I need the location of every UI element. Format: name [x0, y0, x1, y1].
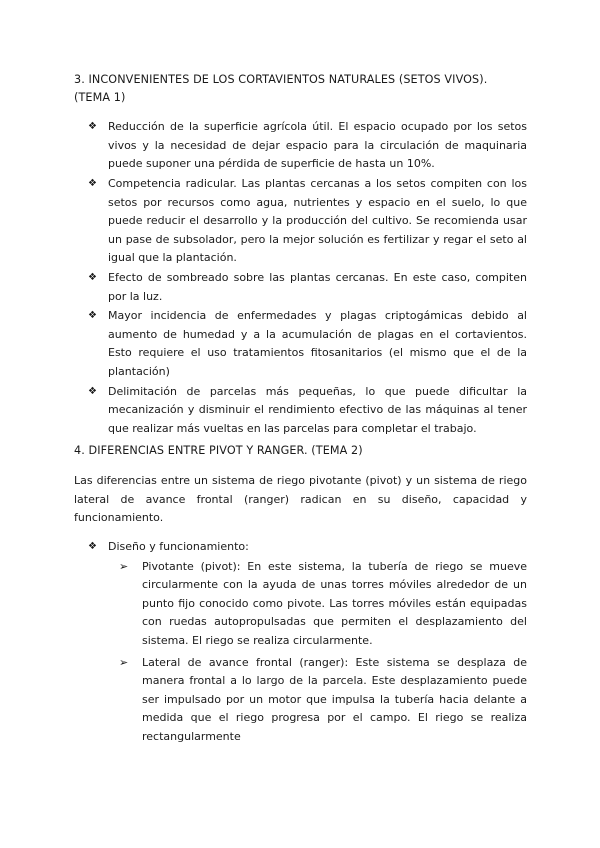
- list-item: [88, 538, 527, 747]
- list-item: [88, 307, 527, 381]
- list-item: [88, 383, 527, 439]
- section-3-heading: 3. INCONVENIENTES DE LOS CORTAVIENTOS NATURALES (SETOS VIVOS). (TEMA 1): [74, 73, 488, 104]
- list-item: [88, 269, 527, 306]
- arrowhead-bullet-icon: ➢: [119, 655, 129, 669]
- diamond-cross-bullet-icon: ❖: [88, 121, 97, 133]
- diamond-cross-bullet-icon: ❖: [88, 310, 97, 322]
- sub-list-item-text: Pivotante (pivot): En este sistema, la tubería de riego se mueve circularmente con la ayuda de unas torres móviles alrededor de un punto fijo conocido como pivote. Las torres móviles están equipadas con ruedas autopropulsadas que permiten el desplazamiento del sistema. El riego se realiza circularmente.: [142, 559, 527, 647]
- list-item-text: Reducción de la superficie agrícola útil. El espacio ocupado por los setos vivos y la necesidad de dejar espacio para la circulación de maquinaria puede suponer una pérdida de superficie de hasta un 10%.: [108, 120, 527, 171]
- diamond-cross-bullet-icon: ❖: [88, 177, 97, 189]
- sub-list-item: [119, 558, 527, 651]
- diamond-cross-bullet-icon: ❖: [88, 385, 97, 397]
- list-item: [88, 118, 527, 174]
- sub-bullet-list: [108, 558, 527, 747]
- diamond-cross-bullet-icon: ❖: [88, 271, 97, 283]
- document-page: [74, 71, 527, 750]
- list-item-text: Mayor incidencia de enfermedades y plagas criptogámicas debido al aumento de humedad y a la acumulación de plagas en el cortavientos. Esto requiere el uso tratamientos fitosanitarios (el mismo que el de la plantación): [108, 309, 527, 378]
- section-4-bullet-list: [74, 538, 527, 747]
- section-4-intro: Las diferencias entre un sistema de riego pivotante (pivot) y un sistema de riego lateral de avance frontal (ranger) radican en su diseño, capacidad y funcionamiento.: [74, 473, 527, 525]
- section-4-heading: 4. DIFERENCIAS ENTRE PIVOT Y RANGER. (TEMA 2): [74, 444, 363, 458]
- list-item: [88, 175, 527, 268]
- sub-list-item-text: Lateral de avance frontal (ranger): Este sistema se desplaza de manera frontal a lo largo de la parcela. Este desplazamiento puede ser impulsado por un motor que impulsa la tubería hacia delante a medida que el riego progresa por el campo. El riego se realiza rectangularmente: [142, 655, 527, 743]
- diamond-cross-bullet-icon: ❖: [88, 540, 97, 552]
- section-3-bullet-list: [74, 118, 527, 438]
- arrowhead-bullet-icon: ➢: [119, 559, 129, 573]
- list-item-text: Competencia radicular. Las plantas cercanas a los setos compiten con los setos por recursos como agua, nutrientes y espacio en el suelo, lo que puede reducir el desarrollo y la producción del cultivo. Se recomienda usar un pase de subsolador, pero la mejor solución es fertilizar y regar el seto al igual que la plantación.: [108, 176, 527, 265]
- list-item-text: Efecto de sombreado sobre las plantas cercanas. En este caso, compiten por la luz.: [108, 270, 527, 303]
- sub-list-item: [119, 654, 527, 747]
- list-item-text: Delimitación de parcelas más pequeñas, lo que puede dificultar la mecanización y disminuir el rendimiento efectivo de las máquinas al tener que realizar más vueltas en las parcelas para completar el trabajo.: [108, 384, 527, 435]
- list-item-text: Diseño y funcionamiento:: [108, 539, 249, 553]
